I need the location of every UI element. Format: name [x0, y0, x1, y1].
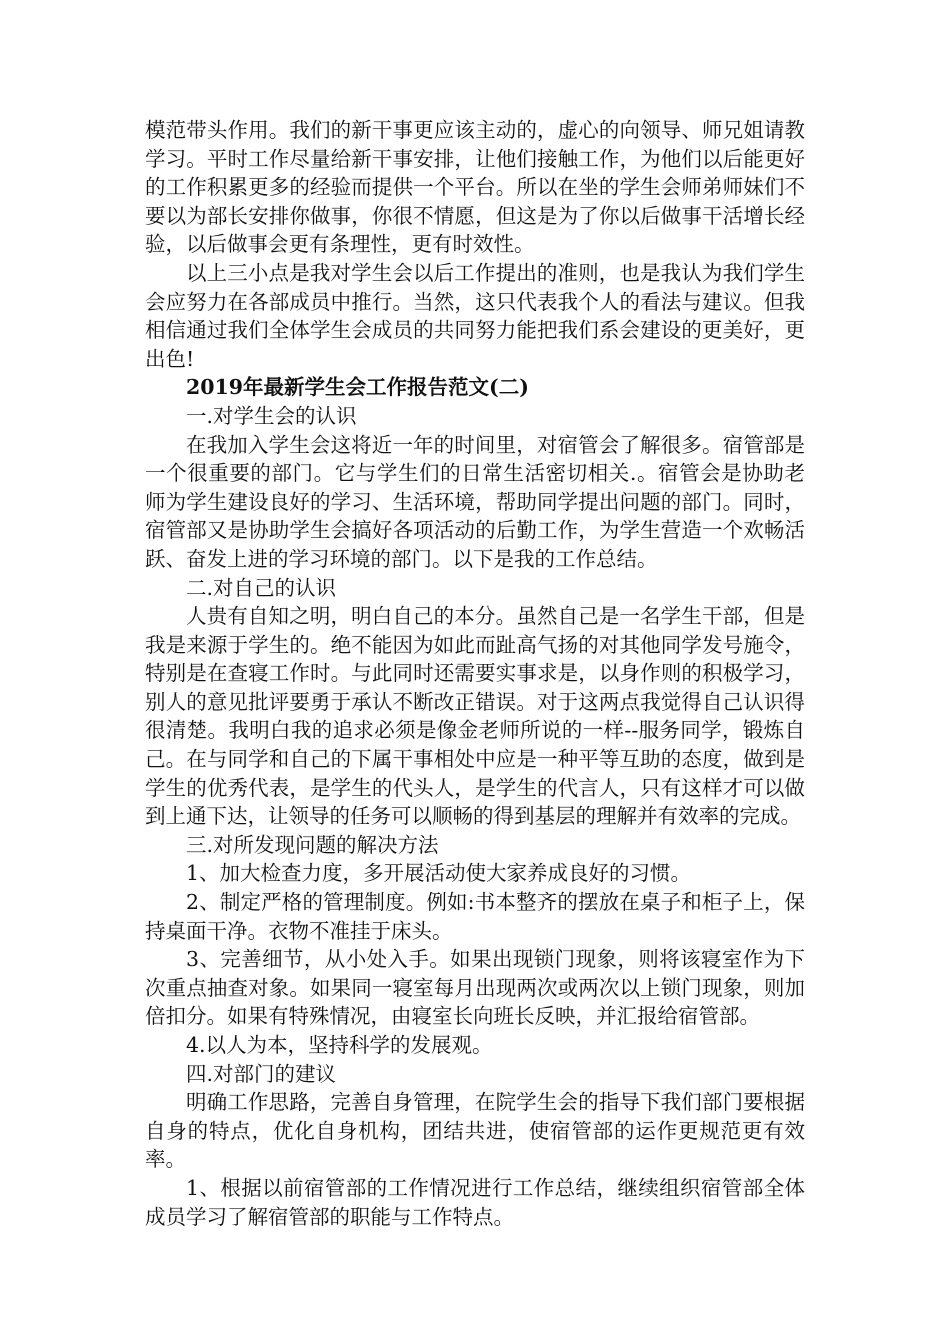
subheading-department-suggestions: 四.对部门的建议 — [186, 1061, 337, 1086]
paragraph-student-union: 在我加入学生会这将近一年的时间里，对宿管会了解很多。宿管部是一个很重要的部门。它与学生们的日常生活密切相关.。宿管会是协助老师为学生建设良好的学习、生活环境，帮助同学提出问题的部门。同时，宿管部又是协助学生会搞好各项活动的后勤工作，为学生营造一个欢畅活跃、奋发上进的学习环境的部门。以下是我的工作总结。 — [145, 432, 805, 571]
paragraph-continuation: 模范带头作用。我们的新干事更应该主动的，虚心的向领导、师兄姐请教学习。平时工作尽量给新干事安排，让他们接触工作，为他们以后能更好的工作积累更多的经验而提供一个平台。所以在坐的学生会师弟师妹们不要以为部长安排你做事，你很不情愿，但这是为了你以后做事干活增长经验，以后做事会更有条理性，更有时效性。 — [145, 118, 805, 257]
list-item-solution-3: 3、完善细节，从小处入手。如果出现锁门现象，则将该寝室作为下次重点抽查对象。如果同一寝室每月出现两次或两次以上锁门现象，则加倍扣分。如果有特殊情况，由寝室长向班长反映，并汇报给宿管部。 — [145, 947, 805, 1029]
list-item-solution-1: 1、加大检查力度，多开展活动使大家养成良好的习惯。 — [186, 861, 692, 886]
subheading-solutions: 三.对所发现问题的解决方法 — [186, 832, 439, 857]
subheading-understanding-student-union: 一.对学生会的认识 — [186, 403, 357, 428]
paragraph-self-understanding: 人贵有自知之明，明白自己的本分。虽然自己是一名学生干部，但是我是来源于学生的。绝不能因为如此而趾高气扬的对其他同学发号施令，特别是在查寝工作时。与此同时还需要实事求是，以身作则的积极学习，别人的意见批评要勇于承认不断改正错误。对于这两点我觉得自己认识得很清楚。我明白我的追求必须是像金老师所说的一样--服务同学，锻炼自己。在与同学和自己的下属干事相处中应是一种平等互助的态度，做到是学生的优秀代表，是学生的代头人，是学生的代言人，只有这样才可以做到上通下达，让领导的任务可以顺畅的得到基层的理解并有效率的完成。 — [145, 604, 805, 829]
section-title: 2019年最新学生会工作报告范文(二) — [186, 375, 529, 400]
subheading-self-understanding: 二.对自己的认识 — [186, 575, 337, 600]
paragraph-department-suggestions: 明确工作思路，完善自身管理，在院学生会的指导下我们部门要根据自身的特点，优化自身机构，团结共进，使宿管部的运作更规范更有效率。 — [145, 1090, 805, 1172]
paragraph-summary: 以上三小点是我对学生会以后工作提出的准则，也是我认为我们学生会应努力在各部成员中推行。当然，这只代表我个人的看法与建议。但我相信通过我们全体学生会成员的共同努力能把我们系会建设的更美好，更出色! — [145, 260, 805, 371]
list-item-solution-4: 4.以人为本，坚持科学的发展观。 — [186, 1033, 493, 1057]
document-page — [145, 116, 805, 1231]
list-item-suggestion-1: 1、根据以前宿管部的工作情况进行工作总结，继续组织宿管部全体成员学习了解宿管部的职能与工作特点。 — [145, 1175, 805, 1229]
list-item-solution-2: 2、制定严格的管理制度。例如:书本整齐的摆放在桌子和柜子上，保持桌面干净。衣物不准挂于床头。 — [145, 890, 805, 943]
